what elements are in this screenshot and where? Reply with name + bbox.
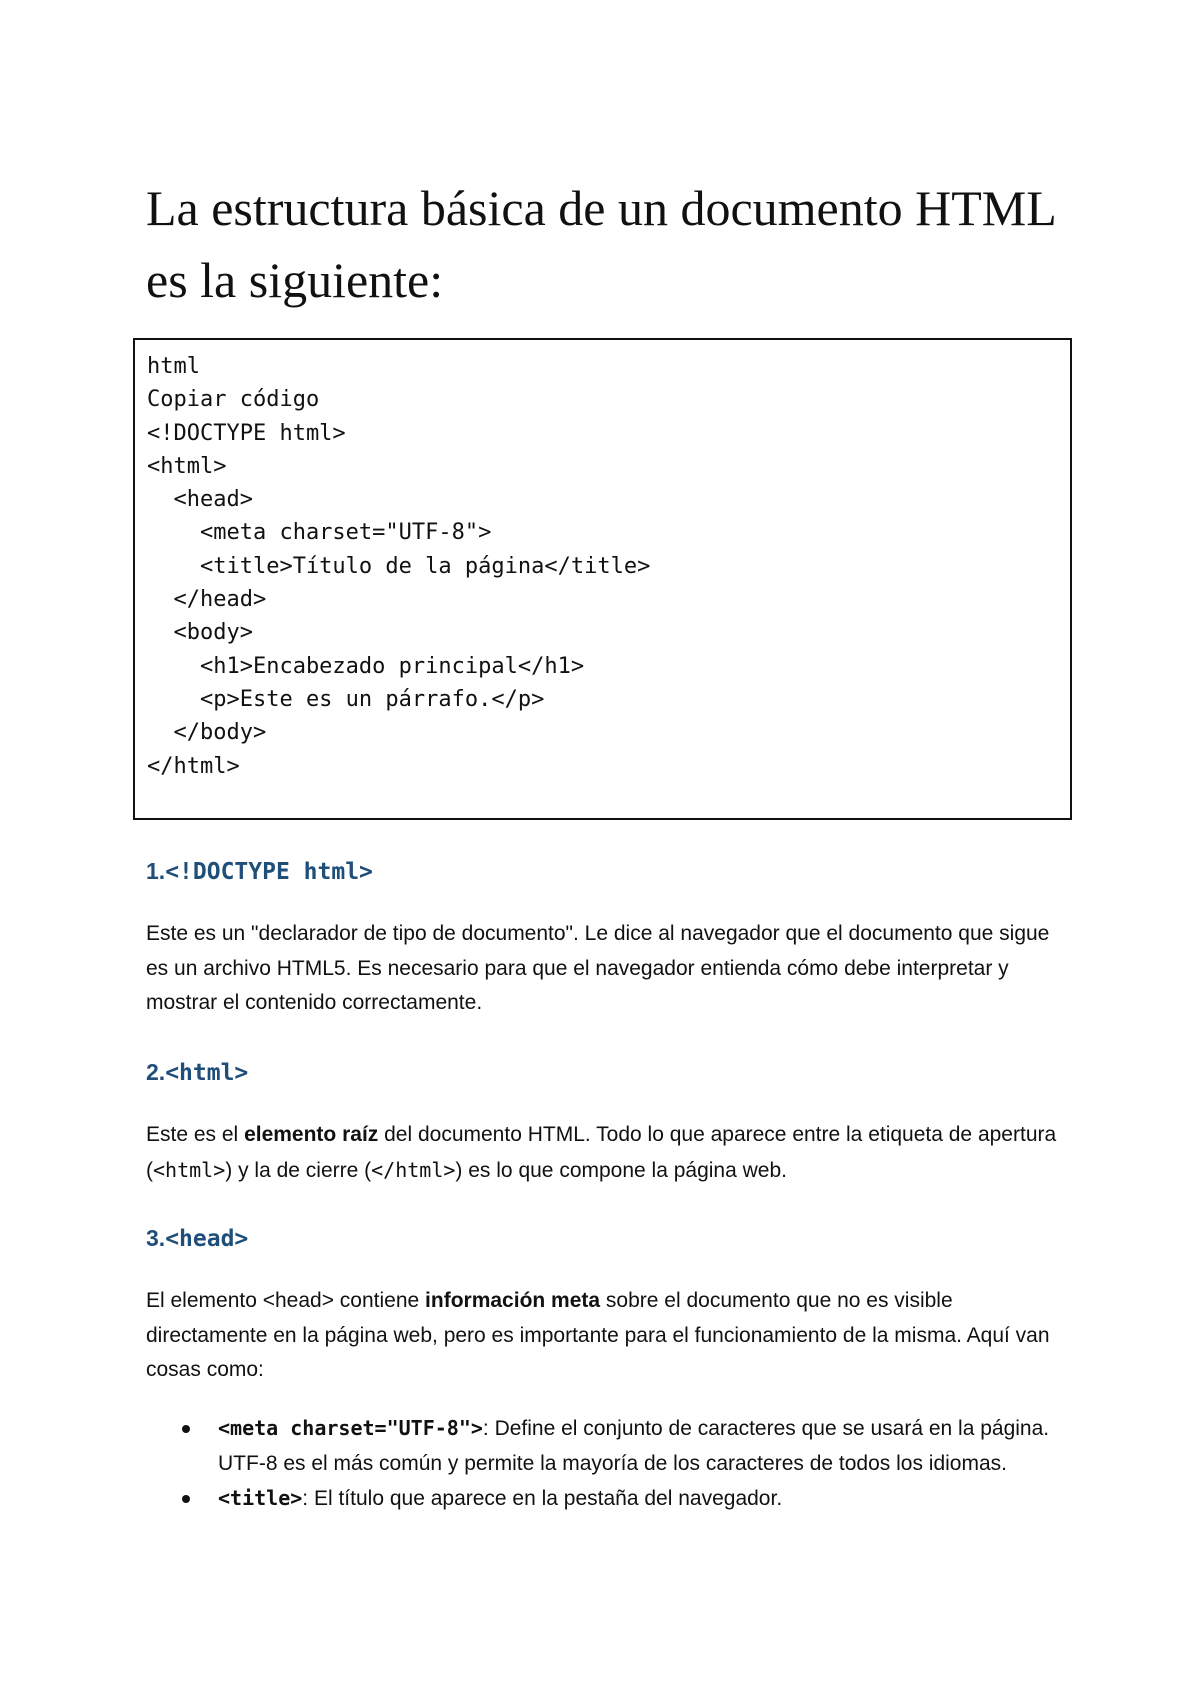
section-heading-doctype	[146, 856, 373, 887]
code-line: <!DOCTYPE html>	[147, 420, 346, 446]
bold-term: información meta	[425, 1289, 601, 1312]
paragraph-text: sobre el documento que no es visible directamente en la página web, pero es importante para el funcionamiento de la misma. Aquí van cosas como:	[146, 1289, 1050, 1381]
code-line: <p>Este es un párrafo.</p>	[147, 686, 545, 712]
code-line: </html>	[147, 753, 240, 779]
section-paragraph-doctype: Este es un "declarador de tipo de documento". Le dice al navegador que el documento que sigue es un archivo HTML5. Es necesario para que el navegador entienda cómo debe interpretar y mostrar el contenido correctamente.	[146, 922, 1050, 1014]
list-item-text: : El título que aparece en la pestaña del navegador.	[302, 1487, 783, 1510]
section-heading-html	[146, 1057, 248, 1088]
code-block	[133, 338, 1072, 820]
bold-term: elemento raíz	[244, 1123, 379, 1146]
section-number: 1.	[146, 858, 166, 884]
section-tag: <head>	[165, 1226, 249, 1252]
code-line: <html>	[147, 453, 227, 479]
code-line: <body>	[147, 620, 253, 646]
bullet-icon	[182, 1495, 190, 1503]
code-line: <meta charset="UTF-8">	[147, 520, 492, 546]
bullet-list	[146, 1411, 1076, 1517]
code-line: <head>	[147, 487, 253, 513]
section-paragraph-html	[146, 1118, 1076, 1188]
code-line: Copiar código	[147, 387, 320, 413]
code-line: </body>	[147, 720, 267, 746]
bullet-icon	[182, 1425, 190, 1433]
list-item	[146, 1481, 1076, 1517]
paragraph-text: ) y la de cierre (	[225, 1158, 372, 1182]
inline-code: </html>	[371, 1157, 456, 1182]
section-tag: <html>	[165, 1060, 249, 1086]
list-item	[146, 1411, 1076, 1481]
section-tag: <!DOCTYPE html>	[165, 859, 373, 885]
code-line: </head>	[147, 587, 267, 613]
code-line: <h1>Encabezado principal</h1>	[147, 653, 585, 679]
page-title: La estructura básica de un documento HTML es la siguiente:	[146, 180, 1055, 308]
inline-code: <meta charset="UTF-8">	[218, 1416, 483, 1440]
section-number: 3.	[146, 1225, 166, 1251]
section-paragraph-head	[146, 1284, 1076, 1388]
code-line: html	[147, 354, 200, 379]
inline-code: <html>	[153, 1157, 226, 1182]
section-heading-head	[146, 1223, 248, 1254]
inline-code: <title>	[218, 1486, 303, 1510]
paragraph-text: del documento HTML. Todo lo que aparece entre la etiqueta de apertura (	[146, 1123, 1057, 1182]
paragraph-text: El elemento <head> contiene	[146, 1289, 426, 1312]
paragraph-text: ) es lo que compone la página web.	[455, 1158, 787, 1182]
section-number: 2.	[146, 1059, 166, 1085]
paragraph-text: Este es el	[146, 1123, 245, 1146]
code-line: <title>Título de la página</title>	[147, 553, 651, 579]
list-item-text: : Define el conjunto de caracteres que se usará en la página. UTF-8 es el más común y permite la mayoría de los caracteres de todos los idiomas.	[218, 1417, 1050, 1475]
